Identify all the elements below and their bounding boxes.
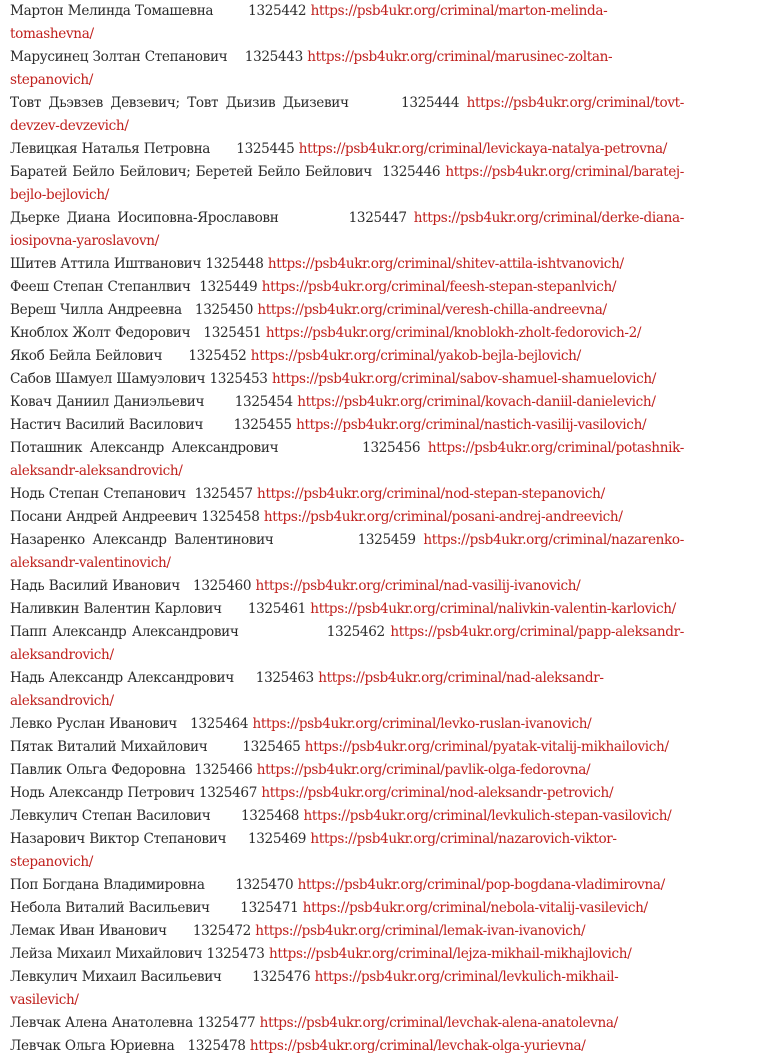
person-name: Лейза Михаил Михайлович [10, 946, 203, 962]
record-id: 1325458 [201, 509, 260, 525]
list-item [10, 391, 684, 414]
person-name: Надь Василий Иванович [10, 578, 180, 594]
record-link[interactable]: https://psb4ukr.org/criminal/potashnik-aleksandr-aleksandrovich/ [10, 440, 684, 479]
person-name: Поташник Александр Александрович [10, 440, 279, 456]
record-id: 1325472 [192, 923, 251, 939]
spacer [205, 877, 236, 893]
record-id: 1325457 [194, 486, 253, 502]
person-name: Назаренко Александр Валентинович [10, 532, 274, 548]
record-id: 1325468 [241, 808, 300, 824]
list-item [10, 598, 684, 621]
record-link[interactable]: https://psb4ukr.org/criminal/levchak-olga-yurievna/ [249, 1038, 586, 1054]
record-link[interactable]: https://psb4ukr.org/criminal/yakob-bejla-bejlovich/ [250, 348, 581, 364]
record-id: 1325469 [247, 831, 307, 847]
person-name: Нодь Александр Петрович [10, 785, 195, 801]
person-name: Левчак Ольга Юриевна [10, 1038, 175, 1054]
person-name: Вереш Чилла Андреевна [10, 302, 182, 318]
list-item [10, 621, 684, 667]
record-link[interactable]: https://psb4ukr.org/criminal/veresh-chilla-andreevna/ [257, 302, 607, 318]
person-name: Небола Виталий Васильевич [10, 900, 210, 916]
record-link[interactable]: https://psb4ukr.org/criminal/nebola-vitalij-vasilevich/ [302, 900, 648, 916]
spacer [167, 923, 193, 939]
list-item [10, 1012, 684, 1035]
record-link[interactable]: https://psb4ukr.org/criminal/levchak-alena-anatolevna/ [259, 1015, 618, 1031]
person-name: Мартон Мелинда Томашевна [10, 3, 214, 19]
record-link[interactable]: https://psb4ukr.org/criminal/pavlik-olga-fedorovna/ [256, 762, 591, 778]
spacer [239, 624, 327, 640]
record-link[interactable]: https://psb4ukr.org/criminal/levkulich-mikhail-vasilevich/ [10, 969, 619, 1008]
record-id: 1325455 [233, 417, 292, 433]
person-name: Левкулич Михаил Васильевич [10, 969, 222, 985]
person-name: Левицкая Наталья Петровна [10, 141, 211, 157]
spacer [162, 348, 188, 364]
person-name: Наливкин Валентин Карлович [10, 601, 222, 617]
record-id: 1325442 [248, 3, 307, 19]
person-name: Баратей Бейло Бейлович; Беретей Бейло Бейлович [10, 164, 372, 180]
record-link[interactable]: https://psb4ukr.org/criminal/nalivkin-valentin-karlovich/ [310, 601, 676, 617]
record-link[interactable]: https://psb4ukr.org/criminal/derke-diana-iosipovna-yaroslavovn/ [10, 210, 684, 249]
record-id: 1325450 [194, 302, 254, 318]
record-id: 1325463 [255, 670, 314, 686]
person-name: Настич Василий Василович [10, 417, 203, 433]
record-link[interactable]: https://psb4ukr.org/criminal/nastich-vasilij-vasilovich/ [296, 417, 647, 433]
person-name: Шитев Аттила Иштванович [10, 256, 202, 272]
person-name: Лемак Иван Иванович [10, 923, 167, 939]
record-link[interactable]: https://psb4ukr.org/criminal/posani-andrej-andreevich/ [263, 509, 623, 525]
record-id: 1325444 [401, 95, 460, 111]
record-id: 1325451 [203, 325, 262, 341]
list-item [10, 299, 684, 322]
record-id: 1325473 [206, 946, 265, 962]
list-item [10, 828, 684, 874]
record-link[interactable]: https://psb4ukr.org/criminal/nazarovich-viktor-stepanovich/ [10, 831, 617, 870]
record-link[interactable]: https://psb4ukr.org/criminal/sabov-shamuel-shamuelovich/ [271, 371, 656, 387]
record-id: 1325445 [236, 141, 295, 157]
list-item [10, 920, 684, 943]
spacer [174, 1038, 187, 1054]
record-link[interactable]: https://psb4ukr.org/criminal/nod-stepan-stepanovich/ [257, 486, 605, 502]
person-name: Левчак Алена Анатолевна [10, 1015, 193, 1031]
list-item [10, 805, 684, 828]
spacer [180, 578, 193, 594]
record-link[interactable]: https://psb4ukr.org/criminal/tovt-devzev-devzevich/ [10, 95, 684, 134]
record-link[interactable]: https://psb4ukr.org/criminal/levko-ruslan-ivanovich/ [252, 716, 592, 732]
spacer [213, 3, 248, 19]
record-id: 1325462 [326, 624, 385, 640]
record-id: 1325470 [235, 877, 294, 893]
record-link[interactable]: https://psb4ukr.org/criminal/pyatak-vitalij-mikhailovich/ [304, 739, 669, 755]
list-item [10, 713, 684, 736]
person-name: Якоб Бейла Бейлович [10, 348, 163, 364]
record-link[interactable]: https://psb4ukr.org/criminal/nad-aleksandr-aleksandrovich/ [10, 670, 604, 709]
record-id: 1325459 [357, 532, 416, 548]
list-item [10, 138, 684, 161]
record-id: 1325461 [247, 601, 306, 617]
person-name: Дьерке Диана Иосиповна-Ярославовн [10, 210, 279, 226]
person-name: Левко Руслан Иванович [10, 716, 177, 732]
record-id: 1325448 [205, 256, 264, 272]
list-item [10, 161, 684, 207]
list-item [10, 897, 684, 920]
person-name: Марусинец Золтан Степанович [10, 49, 228, 65]
spacer [222, 969, 253, 985]
record-id: 1325465 [242, 739, 301, 755]
person-name: Пятак Виталий Михайлович [10, 739, 208, 755]
spacer [210, 141, 236, 157]
list-item [10, 575, 684, 598]
list-item [10, 506, 684, 529]
spacer [234, 670, 256, 686]
spacer [222, 601, 248, 617]
list-item [10, 276, 684, 299]
record-id: 1325464 [190, 716, 249, 732]
spacer [186, 486, 195, 502]
record-id: 1325476 [252, 969, 311, 985]
spacer [372, 164, 382, 180]
spacer [273, 532, 357, 548]
record-id: 1325471 [240, 900, 299, 916]
record-link[interactable]: https://psb4ukr.org/criminal/nazarenko-aleksandr-valentinovich/ [10, 532, 685, 571]
spacer [278, 440, 362, 456]
spacer [203, 417, 234, 433]
list-item [10, 253, 684, 276]
person-name: Левкулич Степан Василович [10, 808, 211, 824]
record-link[interactable]: https://psb4ukr.org/criminal/baratej-bejlo-bejlovich/ [10, 164, 684, 203]
record-link[interactable]: https://psb4ukr.org/criminal/knoblokh-zholt-fedorovich-2/ [265, 325, 642, 341]
record-id: 1325446 [382, 164, 441, 180]
list-item [10, 1035, 684, 1058]
person-name: Надь Александр Александрович [10, 670, 234, 686]
spacer [190, 325, 203, 341]
spacer [278, 210, 348, 226]
record-id: 1325466 [194, 762, 253, 778]
list-item [10, 667, 684, 713]
spacer [210, 900, 241, 916]
spacer [226, 831, 248, 847]
list-item [10, 322, 684, 345]
record-id: 1325460 [193, 578, 252, 594]
record-link[interactable]: https://psb4ukr.org/criminal/marusinec-zoltan-stepanovich/ [10, 49, 613, 88]
list-item [10, 782, 684, 805]
record-link[interactable]: https://psb4ukr.org/criminal/nod-aleksandr-petrovich/ [261, 785, 614, 801]
spacer [177, 716, 190, 732]
person-name: Сабов Шамуел Шамуэлович [10, 371, 206, 387]
spacer [207, 739, 242, 755]
record-link[interactable]: https://psb4ukr.org/criminal/pop-bogdana-vladimirovna/ [297, 877, 665, 893]
list-item [10, 966, 684, 1012]
person-name: Поп Богдана Владимировна [10, 877, 205, 893]
record-id: 1325454 [234, 394, 293, 410]
list-item [10, 207, 684, 253]
list-item [10, 345, 684, 368]
record-id: 1325478 [187, 1038, 246, 1054]
record-id: 1325453 [209, 371, 268, 387]
record-id: 1325477 [197, 1015, 256, 1031]
list-item [10, 46, 684, 92]
person-name: Товт Дьэвзев Девзевич; Товт Дьизив Дьизевич [10, 95, 349, 111]
record-link[interactable]: https://psb4ukr.org/criminal/levickaya-natalya-petrovna/ [298, 141, 667, 157]
list-item [10, 437, 684, 483]
list-item [10, 759, 684, 782]
list-item [10, 736, 684, 759]
record-id: 1325467 [198, 785, 257, 801]
record-link[interactable]: https://psb4ukr.org/criminal/papp-aleksandr-aleksandrovich/ [10, 624, 684, 663]
record-id: 1325452 [188, 348, 247, 364]
person-name: Посани Андрей Андреевич [10, 509, 198, 525]
spacer [349, 95, 401, 111]
document-body [10, 0, 684, 1058]
record-id: 1325449 [199, 279, 258, 295]
list-item [10, 368, 684, 391]
person-name: Нодь Степан Степанович [10, 486, 186, 502]
list-item [10, 92, 684, 138]
list-item [10, 483, 684, 506]
list-item [10, 943, 684, 966]
person-name: Павлик Ольга Федоровна [10, 762, 186, 778]
spacer [210, 808, 241, 824]
person-name: Назарович Виктор Степанович [10, 831, 227, 847]
record-link[interactable]: https://psb4ukr.org/criminal/lejza-mikhail-mikhajlovich/ [268, 946, 632, 962]
record-link[interactable]: https://psb4ukr.org/criminal/nad-vasilij-ivanovich/ [255, 578, 581, 594]
list-item [10, 414, 684, 437]
list-item [10, 529, 684, 575]
person-name: Кноблох Жолт Федорович [10, 325, 191, 341]
person-name: Папп Александр Александрович [10, 624, 239, 640]
record-link[interactable]: https://psb4ukr.org/criminal/kovach-daniil-danielevich/ [297, 394, 656, 410]
spacer [227, 49, 244, 65]
record-link[interactable]: https://psb4ukr.org/criminal/marton-melinda-tomashevna/ [10, 3, 608, 42]
record-link[interactable]: https://psb4ukr.org/criminal/shitev-attila-ishtvanovich/ [267, 256, 624, 272]
spacer [186, 762, 195, 778]
record-id: 1325456 [362, 440, 421, 456]
record-link[interactable]: https://psb4ukr.org/criminal/levkulich-stepan-vasilovich/ [303, 808, 672, 824]
person-name: Фееш Степан Степанлвич [10, 279, 191, 295]
record-id: 1325447 [348, 210, 407, 226]
record-link[interactable]: https://psb4ukr.org/criminal/lemak-ivan-ivanovich/ [255, 923, 586, 939]
person-name: Ковач Даниил Даниэльевич [10, 394, 205, 410]
spacer [204, 394, 235, 410]
list-item [10, 0, 684, 46]
list-item [10, 874, 684, 897]
spacer [182, 302, 195, 318]
spacer [190, 279, 199, 295]
record-link[interactable]: https://psb4ukr.org/criminal/feesh-stepan-stepanlvich/ [261, 279, 617, 295]
record-id: 1325443 [244, 49, 303, 65]
